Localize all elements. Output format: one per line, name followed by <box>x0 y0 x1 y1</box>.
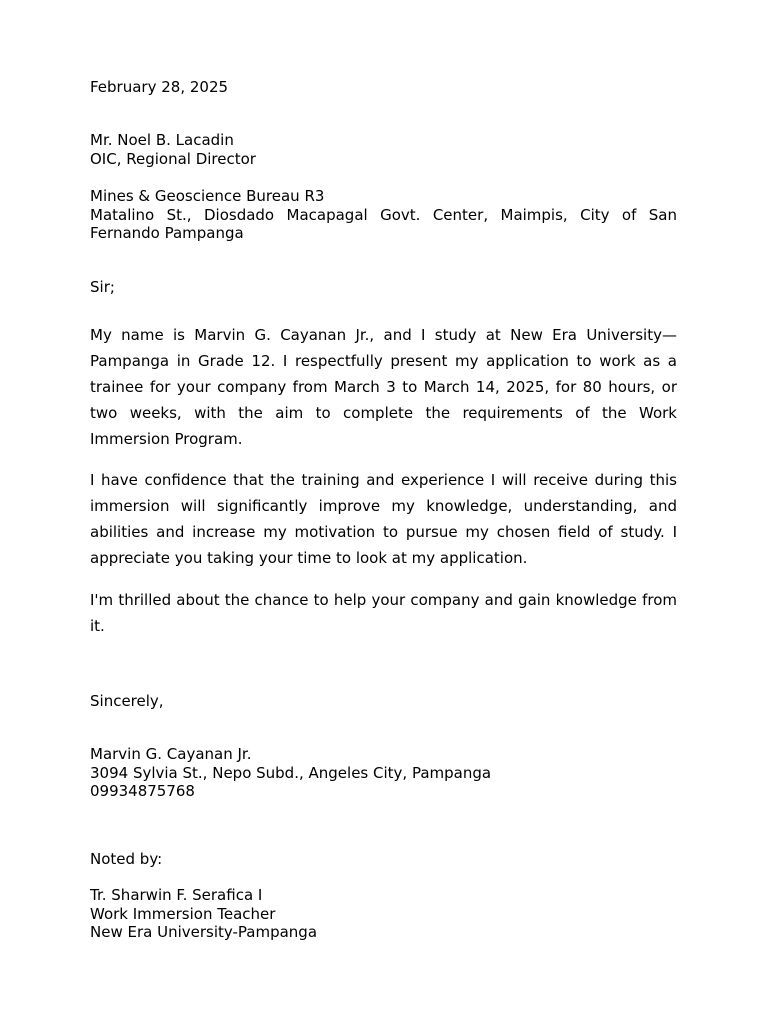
noted-by-title: Work Immersion Teacher <box>90 904 276 923</box>
closing: Sincerely, <box>90 692 164 710</box>
sender-phone: 09934875768 <box>90 782 195 800</box>
recipient-address-line-1: Matalino St., Diosdado Macapagal Govt. Center, Maimpis, City of San <box>90 205 677 224</box>
closing-block <box>90 692 677 711</box>
noted-by-name: Tr. Sharwin F. Serafica I <box>90 886 263 904</box>
body-paragraph-3: I'm thrilled about the chance to help your company and gain knowledge from it. <box>90 591 677 635</box>
noted-by-label-block <box>90 850 677 869</box>
noted-by-school: New Era University-Pampanga <box>90 923 318 941</box>
recipient-block <box>90 131 677 168</box>
letter-date: February 28, 2025 <box>90 78 229 96</box>
sender-block <box>90 745 677 801</box>
body-paragraph-1: My name is Marvin G. Cayanan Jr., and I study at New Era University—Pampanga in Grade 12. I respectfully present my application to work as a trainee for your company from March 3 to March 14, 2025, for 80 hours, or two weeks, with the aim to complete the requirements of the Work Immersion Program. <box>90 326 677 448</box>
recipient-name: Mr. Noel B. Lacadin <box>90 131 234 149</box>
letter-date-block <box>90 78 677 97</box>
recipient-address-block <box>90 187 677 243</box>
noted-by-label: Noted by: <box>90 850 163 868</box>
noted-by-block <box>90 886 677 942</box>
salutation-block <box>90 278 677 297</box>
recipient-title: OIC, Regional Director <box>90 149 256 168</box>
recipient-office: Mines & Geoscience Bureau R3 <box>90 187 325 205</box>
recipient-address-line-2: Fernando Pampanga <box>90 224 244 242</box>
salutation: Sir; <box>90 278 115 296</box>
sender-name: Marvin G. Cayanan Jr. <box>90 745 252 763</box>
body-paragraph-2: I have confidence that the training and experience I will receive during this immersion will significantly improve my knowledge, understanding, and abilities and increase my motivation to pursue my chosen field of study. I appreciate you taking your time to look at my application. <box>90 471 677 567</box>
sender-address: 3094 Sylvia St., Nepo Subd., Angeles City, Pampanga <box>90 763 492 782</box>
